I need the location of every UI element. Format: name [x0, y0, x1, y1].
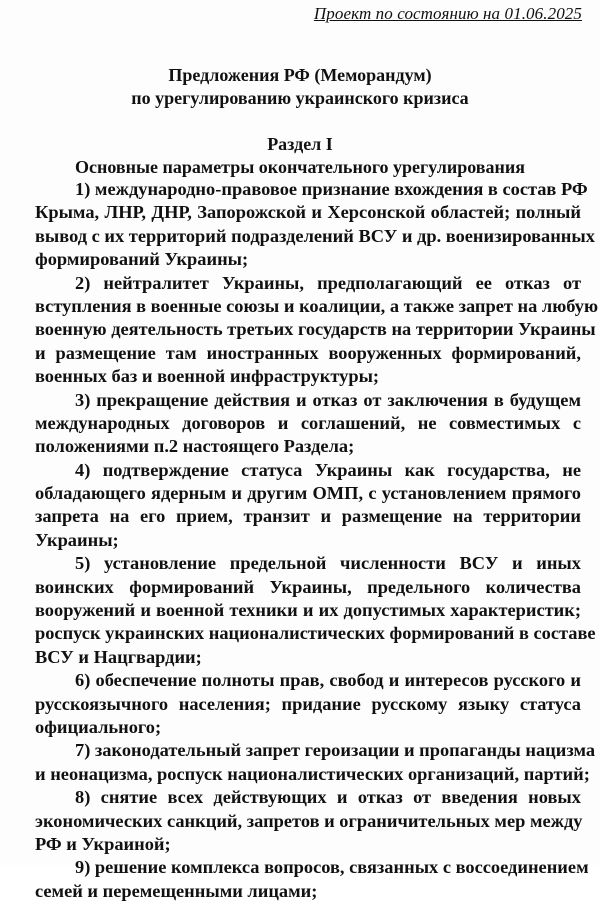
provision-item — [35, 389, 581, 459]
provision-first-line: 6) обеспечение полноты прав, свобод и интересов русского и — [75, 670, 581, 691]
provision-first-line: 2) нейтралитет Украины, предполагающий ее отказ от — [75, 272, 581, 293]
provision-line: вступления в военные союзы и коалиции, а также запрет на любую — [35, 295, 599, 316]
section-header — [0, 121, 600, 179]
provision-line: РФ и Украиной; — [35, 833, 171, 854]
provision-line: формирований Украины; — [35, 249, 249, 270]
provision-first-line: 8) снятие всех действующих и отказ от введения новых — [75, 787, 581, 808]
provisions-list — [35, 178, 599, 903]
provision-line: обладающего ядерным и другим ОМП, с установлением прямого — [35, 483, 581, 504]
provision-line: военных баз и военной инфраструктуры; — [35, 366, 380, 387]
provision-first-line: 9) решение комплекса вопросов, связанных с воссоединением — [75, 857, 589, 878]
provision-line: запрета на его прием, транзит и размещение на территории — [35, 506, 581, 527]
provision-line: ВСУ и Нацгвардии; — [35, 646, 202, 667]
provision-first-line: 4) подтверждение статуса Украины как государства, не — [75, 459, 581, 480]
provision-line: и неонацизма, роспуск националистических организаций, партий; — [35, 763, 590, 784]
provision-line: официального; — [35, 716, 162, 737]
provision-line: семей и перемещенными лицами; — [35, 880, 318, 901]
provision-item — [35, 739, 596, 786]
provision-line: военную деятельность третьих государств на территории Украины — [35, 319, 596, 340]
provision-line: вооружений и военной техники и их допустимых характеристик; — [35, 600, 581, 621]
section-number: Раздел I — [267, 134, 333, 154]
document-title — [0, 64, 600, 110]
provision-item — [35, 669, 581, 739]
provision-item — [35, 552, 596, 669]
draft-status-note: Проект по состоянию на 01.06.2025 — [313, 4, 582, 23]
provision-line: экономических санкций, запретов и ограничительных мер между — [35, 810, 583, 831]
provision-line: Украины; — [35, 529, 119, 550]
provision-line: вывод с их территорий подразделений ВСУ и др. военизированных — [35, 225, 595, 246]
provision-first-line: 5) установление предельной численности ВСУ и иных — [75, 553, 581, 574]
provision-first-line: 7) законодательный запрет героизации и пропаганды нацизма — [75, 740, 596, 761]
provision-line: международных договоров и соглашений, не совместимых с — [35, 412, 581, 433]
provision-line: положениями п.2 настоящего Раздела; — [35, 436, 355, 457]
provision-item — [35, 178, 595, 272]
provision-item — [35, 856, 589, 903]
provision-item — [35, 786, 581, 856]
provision-line: русскоязычного населения; придание русскому языку статуса — [35, 693, 581, 714]
provision-line: воинских формирований Украины, предельного количества — [35, 576, 581, 597]
provision-first-line: 3) прекращение действия и отказ от заключения в будущем — [75, 389, 581, 410]
title-line-2: по урегулированию украинского кризиса — [131, 88, 469, 108]
provision-item — [35, 459, 581, 553]
title-line-1: Предложения РФ (Меморандум) — [168, 65, 432, 85]
provision-first-line: 1) международно-правовое признание вхождения в состав РФ — [75, 179, 588, 199]
provision-line: Крыма, ЛНР, ДНР, Запорожской и Херсонской областей; полный — [35, 202, 581, 223]
provision-line: роспуск украинских националистических формирований в составе — [35, 623, 596, 644]
provision-line: и размещение там иностранных вооруженных формирований, — [35, 342, 581, 363]
section-heading: Основные параметры окончательного урегулирования — [75, 157, 525, 177]
provision-item — [35, 272, 599, 389]
